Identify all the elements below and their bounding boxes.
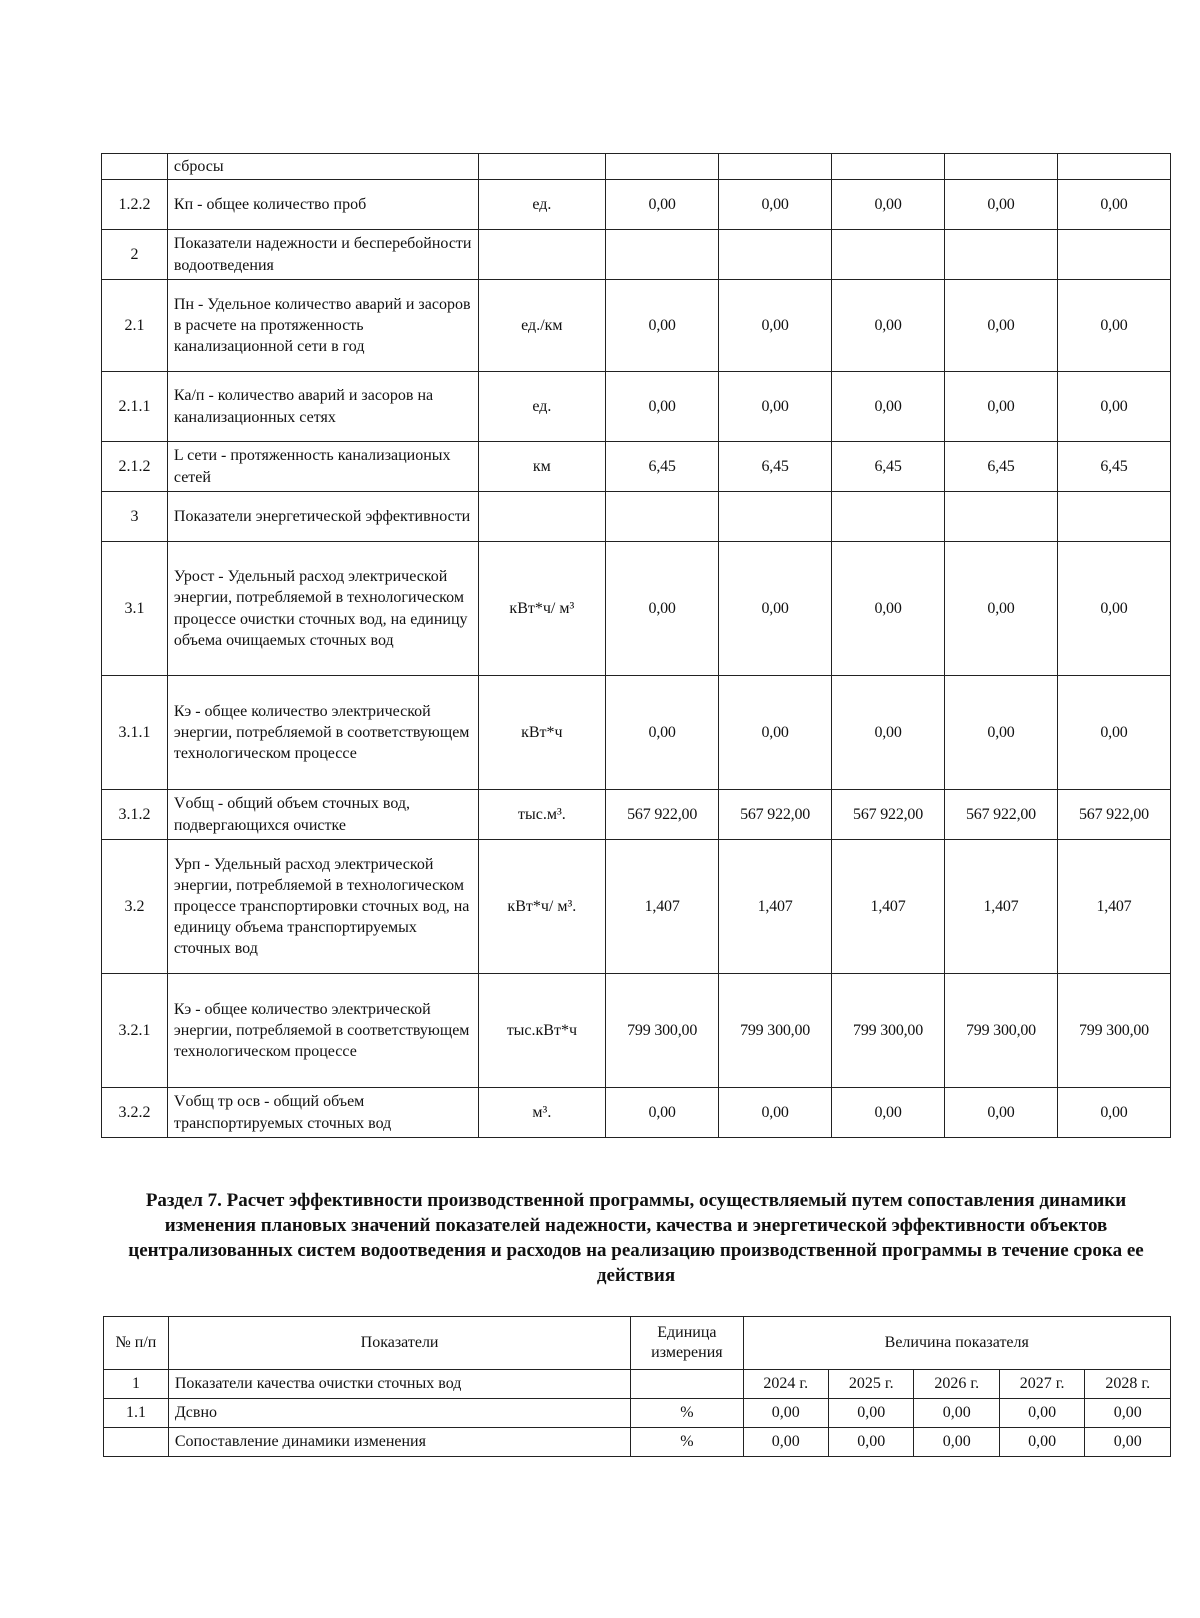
table-row bbox=[102, 180, 1171, 230]
efficiency-table bbox=[103, 1316, 1171, 1457]
row-value: 0,00 bbox=[606, 676, 719, 790]
row-value: 0,00 bbox=[1057, 542, 1170, 676]
row-name: Урп - Удельный расход электрической энергии, потребляемой в технологическом процессе транспортировки сточных вод, на единицу объема транспортируемых сточных вод bbox=[167, 840, 478, 974]
row-value bbox=[606, 492, 719, 542]
row-value bbox=[606, 230, 719, 280]
row-value: 0,00 bbox=[1085, 1399, 1171, 1428]
row-unit: тыс.кВт*ч bbox=[478, 974, 606, 1088]
row-value bbox=[719, 154, 832, 180]
row-value: 0,00 bbox=[829, 1428, 914, 1457]
row-value: 799 300,00 bbox=[1057, 974, 1170, 1088]
row-value: 0,00 bbox=[832, 542, 945, 676]
row-value: 0,00 bbox=[945, 280, 1058, 372]
row-unit: кВт*ч bbox=[478, 676, 606, 790]
row-value: 0,00 bbox=[719, 542, 832, 676]
row-name: Пн - Удельное количество аварий и засоров в расчете на протяженность канализационной сети в год bbox=[167, 280, 478, 372]
table-row bbox=[102, 280, 1171, 372]
row-value: 0,00 bbox=[1057, 180, 1170, 230]
table-row bbox=[104, 1428, 1171, 1457]
row-name: Кэ - общее количество электрической энергии, потребляемой в соответствующем технологическом процессе bbox=[167, 974, 478, 1088]
year-2028: 2028 г. bbox=[1085, 1370, 1171, 1399]
row-value: 799 300,00 bbox=[719, 974, 832, 1088]
row-unit: ед. bbox=[478, 180, 606, 230]
table-row bbox=[102, 790, 1171, 840]
row-value: 0,00 bbox=[743, 1399, 828, 1428]
row-value bbox=[1057, 154, 1170, 180]
table-row bbox=[102, 372, 1171, 442]
row-value: 6,45 bbox=[719, 442, 832, 492]
row-value: 1,407 bbox=[832, 840, 945, 974]
row-num: 3.1.1 bbox=[102, 676, 168, 790]
table-row bbox=[104, 1399, 1171, 1428]
row-unit bbox=[478, 492, 606, 542]
row-name: Показатели надежности и бесперебойности водоотведения bbox=[167, 230, 478, 280]
row-num: 2.1.1 bbox=[102, 372, 168, 442]
row-num: 3.2.2 bbox=[102, 1088, 168, 1138]
row-value bbox=[945, 492, 1058, 542]
row-unit bbox=[478, 154, 606, 180]
year-2024: 2024 г. bbox=[743, 1370, 828, 1399]
row-name: Ка/п - количество аварий и засоров на канализационных сетях bbox=[167, 372, 478, 442]
indicators-table bbox=[101, 153, 1171, 1138]
row-value bbox=[1057, 230, 1170, 280]
row-unit: % bbox=[631, 1428, 743, 1457]
row-value: 0,00 bbox=[1057, 280, 1170, 372]
row-value: 0,00 bbox=[719, 180, 832, 230]
row-value: 0,00 bbox=[719, 280, 832, 372]
row-value: 0,00 bbox=[945, 372, 1058, 442]
header-indicators: Показатели bbox=[168, 1317, 630, 1370]
row-value: 6,45 bbox=[945, 442, 1058, 492]
row-value: 0,00 bbox=[945, 542, 1058, 676]
row-unit: тыс.м³. bbox=[478, 790, 606, 840]
row-value: 6,45 bbox=[606, 442, 719, 492]
row-unit: кВт*ч/ м³. bbox=[478, 840, 606, 974]
row-value: 0,00 bbox=[1085, 1428, 1171, 1457]
row-num: 3 bbox=[102, 492, 168, 542]
table-row bbox=[102, 542, 1171, 676]
row-num: 3.2 bbox=[102, 840, 168, 974]
table-row bbox=[102, 442, 1171, 492]
row-num bbox=[102, 154, 168, 180]
table-row bbox=[102, 492, 1171, 542]
row-value: 0,00 bbox=[914, 1428, 999, 1457]
year-2026: 2026 г. bbox=[914, 1370, 999, 1399]
row-value: 567 922,00 bbox=[606, 790, 719, 840]
row-num: 2.1 bbox=[102, 280, 168, 372]
row-name: Кэ - общее количество электрической энергии, потребляемой в соответствующем технологическом процессе bbox=[167, 676, 478, 790]
row-name: Урост - Удельный расход электрической энергии, потребляемой в технологическом процессе очистки сточных вод, на единицу объема очищаемых сточных вод bbox=[167, 542, 478, 676]
row-num: 3.1.2 bbox=[102, 790, 168, 840]
row-value: 0,00 bbox=[1057, 676, 1170, 790]
header-num: № п/п bbox=[104, 1317, 169, 1370]
row-value: 0,00 bbox=[606, 180, 719, 230]
row-unit bbox=[478, 230, 606, 280]
row-name: Кп - общее количество проб bbox=[167, 180, 478, 230]
row-value: 0,00 bbox=[606, 372, 719, 442]
row-unit: кВт*ч/ м³ bbox=[478, 542, 606, 676]
row-value: 0,00 bbox=[832, 180, 945, 230]
table-row bbox=[102, 676, 1171, 790]
row-value bbox=[945, 230, 1058, 280]
row-name: L сети - протяженность канализационых сетей bbox=[167, 442, 478, 492]
row-name: Дсвно bbox=[168, 1399, 630, 1428]
row-value bbox=[832, 492, 945, 542]
row-unit: км bbox=[478, 442, 606, 492]
row-value: 0,00 bbox=[832, 1088, 945, 1138]
row-value: 1,407 bbox=[1057, 840, 1170, 974]
row-value: 0,00 bbox=[832, 372, 945, 442]
row-num: 2.1.2 bbox=[102, 442, 168, 492]
row-value: 1,407 bbox=[945, 840, 1058, 974]
row-name: Vобщ - общий объем сточных вод, подвергающихся очистке bbox=[167, 790, 478, 840]
row-value: 0,00 bbox=[945, 1088, 1058, 1138]
row-value: 567 922,00 bbox=[945, 790, 1058, 840]
row-unit: ед. bbox=[478, 372, 606, 442]
row-num: 1 bbox=[104, 1370, 169, 1399]
row-value: 0,00 bbox=[999, 1428, 1084, 1457]
row-value: 0,00 bbox=[832, 676, 945, 790]
row-value: 0,00 bbox=[829, 1399, 914, 1428]
header-value: Величина показателя bbox=[743, 1317, 1170, 1370]
row-value: 0,00 bbox=[606, 542, 719, 676]
row-value: 1,407 bbox=[606, 840, 719, 974]
row-value bbox=[945, 154, 1058, 180]
row-name: Vобщ тр осв - общий объем транспортируемых сточных вод bbox=[167, 1088, 478, 1138]
row-value: 799 300,00 bbox=[945, 974, 1058, 1088]
table-row bbox=[104, 1370, 1171, 1399]
row-value: 799 300,00 bbox=[606, 974, 719, 1088]
header-unit: Единица измерения bbox=[631, 1317, 743, 1370]
year-2027: 2027 г. bbox=[999, 1370, 1084, 1399]
row-value: 567 922,00 bbox=[719, 790, 832, 840]
row-value: 0,00 bbox=[1057, 372, 1170, 442]
row-value bbox=[719, 492, 832, 542]
table-row bbox=[102, 154, 1171, 180]
row-num: 1.1 bbox=[104, 1399, 169, 1428]
row-unit: % bbox=[631, 1399, 743, 1428]
section-7-heading: Раздел 7. Расчет эффективности производственной программы, осуществляемый путем сопоставления динамики изменения плановых значений показателей надежности, качества и энергетической эффективности объектов централизованных систем водоотведения и расходов на реализацию производственной программы в течение срока ее действия bbox=[128, 1190, 1144, 1287]
row-name: Сопоставление динамики изменения bbox=[168, 1428, 630, 1457]
row-num: 3.1 bbox=[102, 542, 168, 676]
row-value: 567 922,00 bbox=[1057, 790, 1170, 840]
row-value: 0,00 bbox=[719, 372, 832, 442]
row-value: 0,00 bbox=[914, 1399, 999, 1428]
row-value: 0,00 bbox=[719, 676, 832, 790]
row-value bbox=[832, 154, 945, 180]
row-value: 6,45 bbox=[832, 442, 945, 492]
row-value: 0,00 bbox=[1057, 1088, 1170, 1138]
table-row bbox=[102, 1088, 1171, 1138]
row-value: 567 922,00 bbox=[832, 790, 945, 840]
efficiency-header-row bbox=[104, 1317, 1171, 1370]
row-num: 3.2.1 bbox=[102, 974, 168, 1088]
row-num bbox=[104, 1428, 169, 1457]
row-name: Показатели энергетической эффективности bbox=[167, 492, 478, 542]
row-value: 1,407 bbox=[719, 840, 832, 974]
row-value bbox=[832, 230, 945, 280]
indicators-table-body bbox=[102, 154, 1171, 1138]
row-unit bbox=[631, 1370, 743, 1399]
row-value: 0,00 bbox=[945, 676, 1058, 790]
row-value: 0,00 bbox=[945, 180, 1058, 230]
row-name: сбросы bbox=[167, 154, 478, 180]
row-value bbox=[606, 154, 719, 180]
row-value: 0,00 bbox=[606, 280, 719, 372]
table-row bbox=[102, 974, 1171, 1088]
table-row bbox=[102, 230, 1171, 280]
row-num: 2 bbox=[102, 230, 168, 280]
row-name: Показатели качества очистки сточных вод bbox=[168, 1370, 630, 1399]
table-row bbox=[102, 840, 1171, 974]
row-unit: ед./км bbox=[478, 280, 606, 372]
year-2025: 2025 г. bbox=[829, 1370, 914, 1399]
row-value: 0,00 bbox=[999, 1399, 1084, 1428]
row-value: 0,00 bbox=[719, 1088, 832, 1138]
row-value: 0,00 bbox=[832, 280, 945, 372]
row-unit: м³. bbox=[478, 1088, 606, 1138]
row-value: 0,00 bbox=[606, 1088, 719, 1138]
row-value bbox=[719, 230, 832, 280]
row-value: 0,00 bbox=[743, 1428, 828, 1457]
row-value bbox=[1057, 492, 1170, 542]
row-value: 6,45 bbox=[1057, 442, 1170, 492]
row-num: 1.2.2 bbox=[102, 180, 168, 230]
row-value: 799 300,00 bbox=[832, 974, 945, 1088]
